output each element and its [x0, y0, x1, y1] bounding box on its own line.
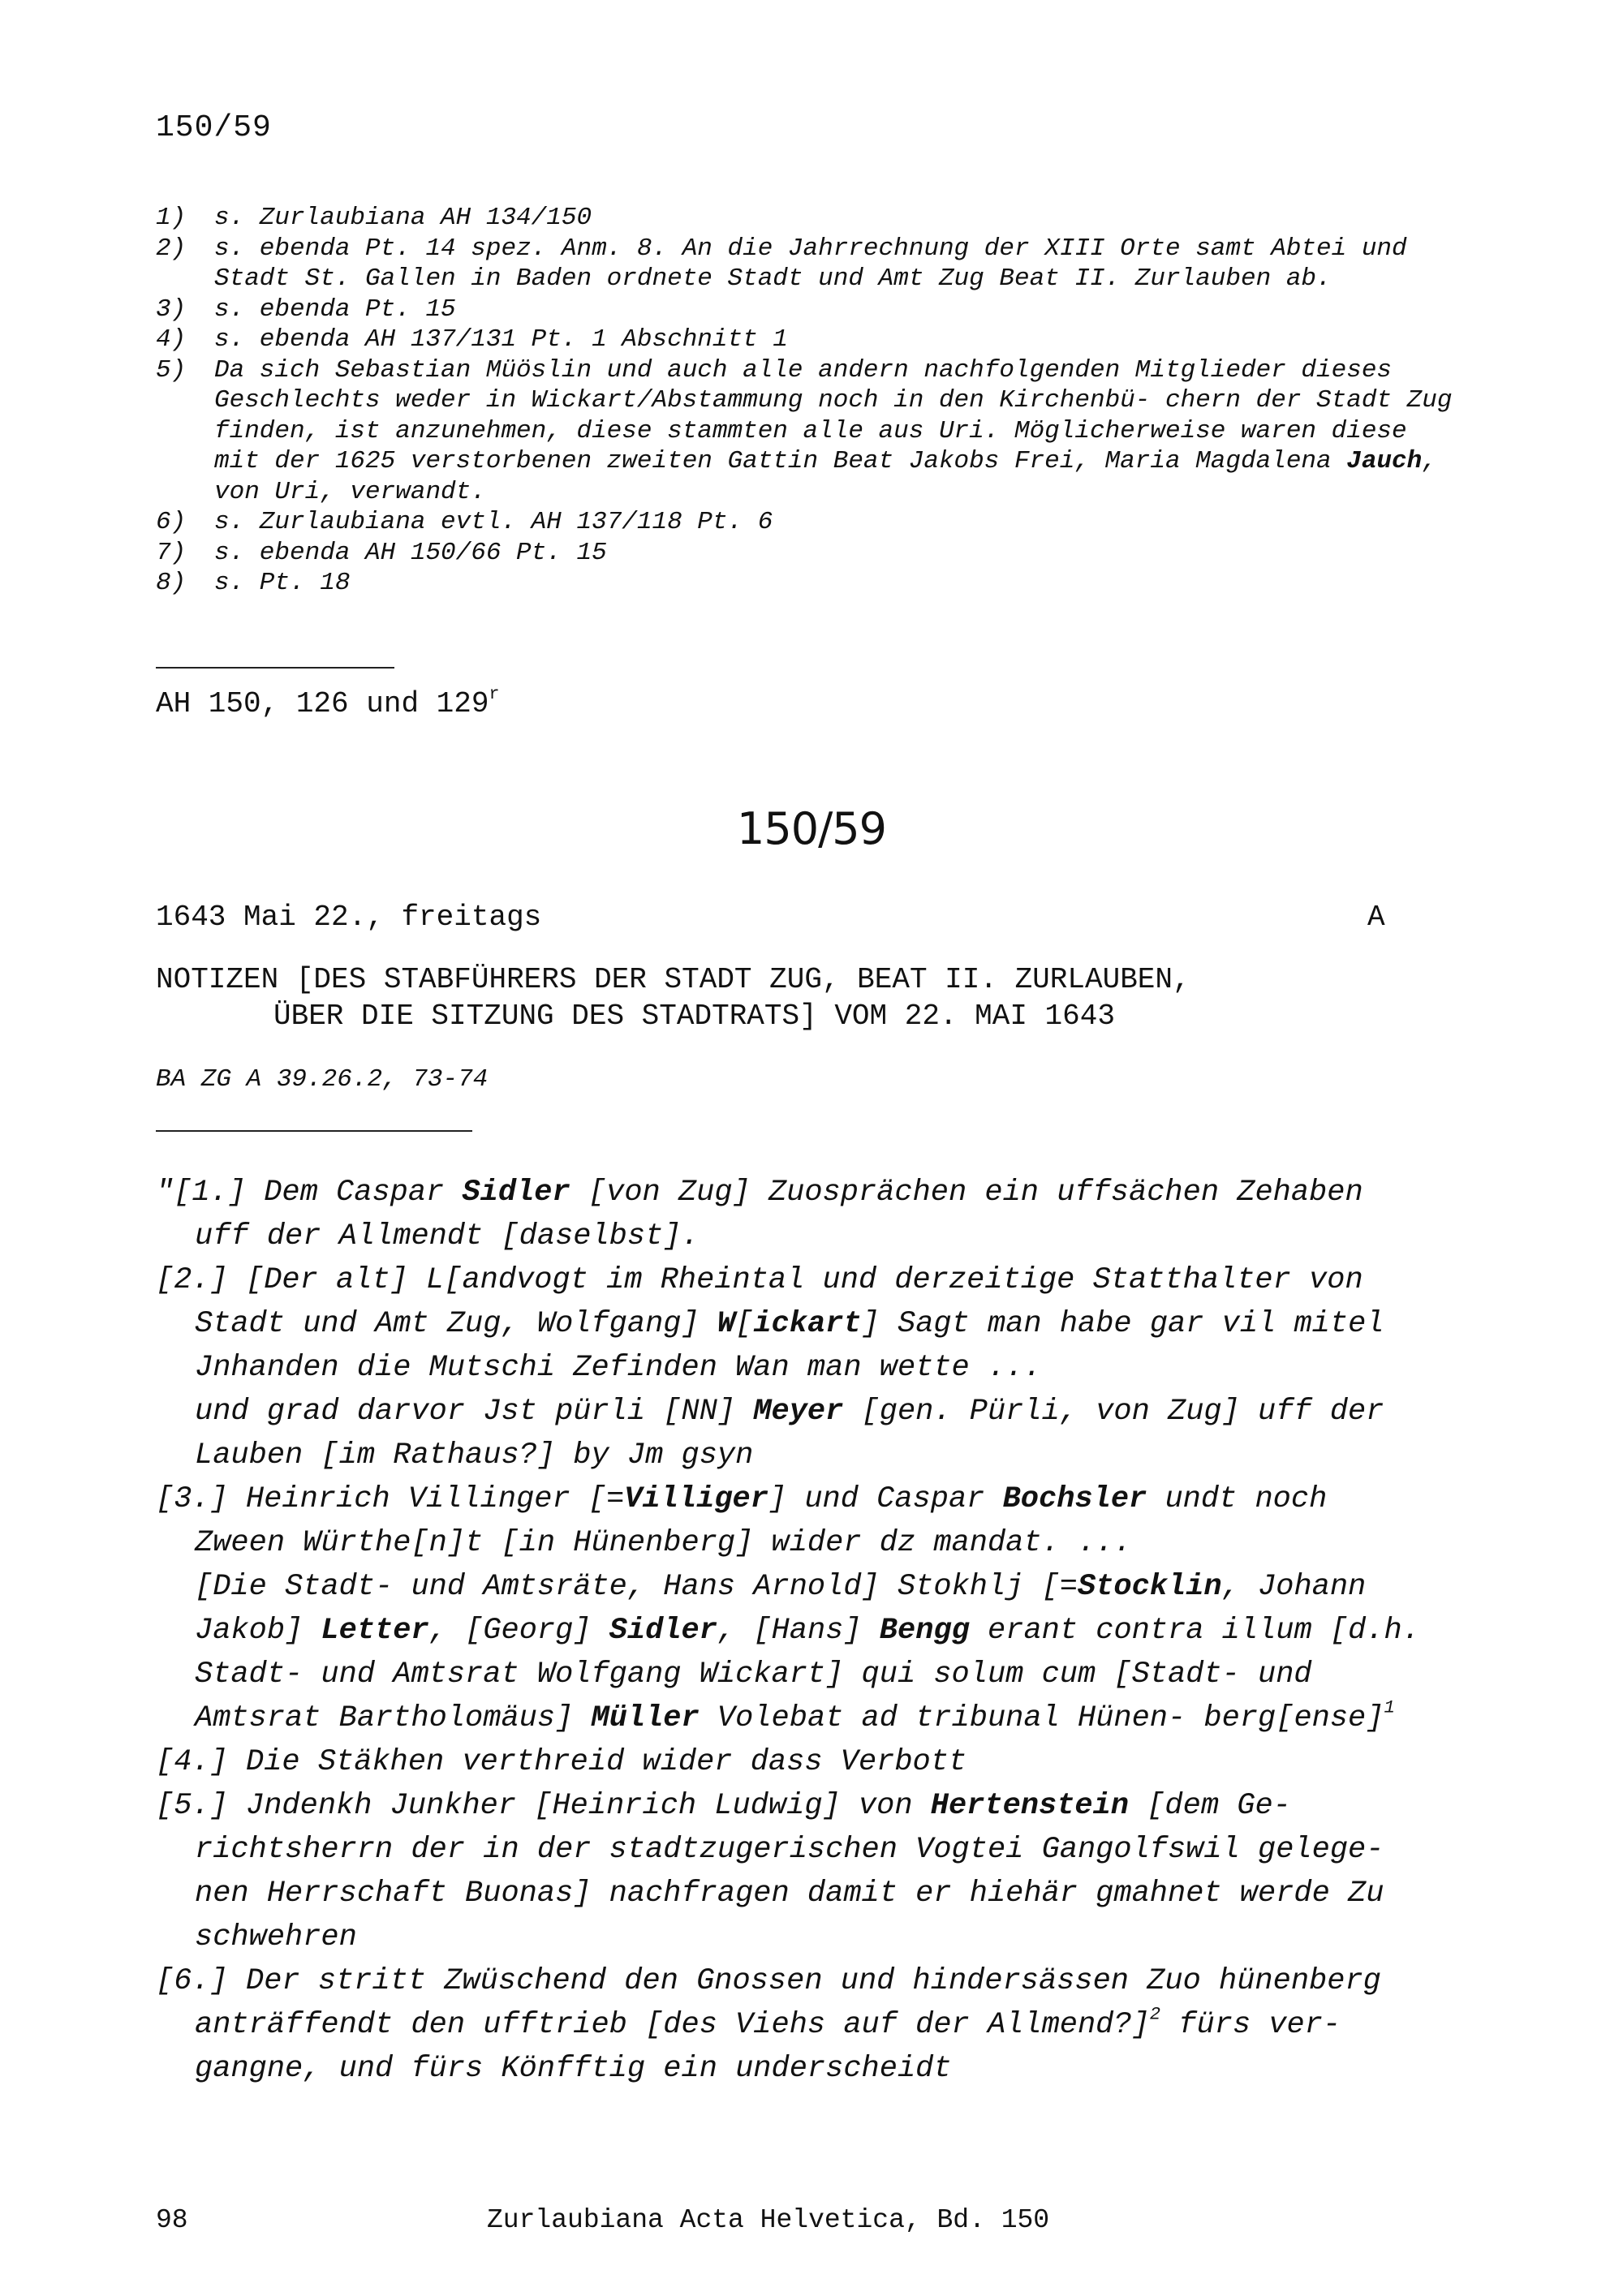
footnote-text: s. Pt. 18 — [214, 569, 351, 597]
footnote — [156, 234, 1454, 295]
footnote — [156, 203, 1454, 234]
transcription-body — [156, 1171, 1422, 2091]
footnote-number: 8) — [156, 569, 187, 597]
document-title — [156, 961, 1503, 1034]
source-reference — [156, 684, 500, 720]
footnote-text: s. Zurlaubiana evtl. AH 137/118 Pt. 6 — [214, 508, 773, 536]
footnote-number: 5) — [156, 355, 187, 385]
footnote — [156, 507, 1454, 538]
person-name: Stocklin — [1077, 1570, 1222, 1604]
person-name: Hertenstein — [930, 1789, 1130, 1823]
footnote — [156, 568, 1454, 599]
person-name: ickart — [753, 1307, 862, 1341]
person-name: Meyer — [753, 1395, 844, 1429]
footnote-text: s. ebenda Pt. 14 spez. Anm. 8. An die Jahrrechnung der XIII Orte samt Abtei und Stadt St. Gallen in Baden ordnete Stadt und Amt Zug Beat II. Zurlauben ab. — [214, 234, 1407, 293]
archive-reference: BA ZG A 39.26.2, 73-74 — [156, 1065, 489, 1094]
footnote-text: s. Zurlaubiana AH 134/150 — [214, 204, 592, 232]
footnotes — [156, 203, 1454, 599]
running-head: 150/59 — [156, 110, 272, 145]
footnote-number: 7) — [156, 538, 187, 567]
footnote-reference: 2 — [1149, 2004, 1161, 2025]
document-date: 1643 Mai 22., freitags — [156, 901, 542, 934]
person-name: W — [717, 1307, 736, 1341]
transcription-paragraph: [Die Stadt- und Amtsräte, Hans Arnold] Stokhlj [=Stocklin, Johann Jakob] Letter, [Georg] Sidler, [Hans] Bengg erant contra illum [d.h. Stadt- und Amtsrat Wolfgang Wickart] qui solum cum [Stadt- und Amtsrat Bartholomäus] Müller Volebat ad tribunal Hünen- berg[ense]$^1$ — [195, 1570, 1420, 1735]
publication-title: Zurlaubiana Acta Helvetica, Bd. 150 — [487, 2205, 1050, 2235]
transcription-paragraph: [2.] [Der alt] L[andvogt im Rheintal und derzeitige Statthalter von Stadt und Amt Zug, Wolfgang] W[ickart] Sagt man habe gar vil mitel Jnhanden die Mutschi Zefinden Wan man wette ... — [156, 1263, 1384, 1385]
person-name: Sidler — [609, 1614, 717, 1648]
header-separator-rule — [156, 1130, 472, 1132]
footnote-number: 6) — [156, 508, 187, 536]
footnote-number: 3) — [156, 295, 187, 324]
footnote-text: s. ebenda AH 150/66 Pt. 15 — [214, 538, 607, 567]
transcription-paragraph: und grad darvor Jst pürli [NN] Meyer [gen. Pürli, von Zug] uff der Lauben [im Rathaus?] by Jm gsyn — [195, 1395, 1384, 1473]
document-title-line: ÜBER DIE SITZUNG DES STADTRATS] VOM 22. MAI 1643 — [273, 1000, 1115, 1033]
person-name: Letter — [321, 1614, 429, 1648]
footnote-text: s. ebenda Pt. 15 — [214, 295, 456, 324]
footnote-text: Da sich Sebastian Müöslin und auch alle andern nachfolgenden Mitglieder dieses Geschlechts weder in Wickart/Abstammung noch in den Kirchenbü- chern der Stadt Zug finden, ist anzunehmen, diese stammten alle aus Uri. Möglicherweise waren diese mit der 1625 verstorbenen zweiten Gattin Beat Jakobs Frei, Maria Magdalena — [214, 355, 1453, 475]
footnote — [156, 355, 1454, 508]
footnote — [156, 538, 1454, 569]
person-name: Müller — [591, 1701, 700, 1735]
source-reference-superscript: r — [489, 684, 500, 704]
footnote-separator-rule — [156, 667, 394, 669]
footnote-number: 1) — [156, 204, 187, 232]
footnote-number: 2) — [156, 234, 187, 263]
transcription-paragraph: [3.] Heinrich Villinger [=Villiger] und Caspar Bochsler undt noch Zween Würthe[n]t [in Hünenberg] wider dz mandat. ... — [156, 1482, 1328, 1560]
footnote-number: 4) — [156, 325, 187, 354]
person-name: Sidler — [462, 1176, 570, 1210]
footnote-bold-name: Jauch — [1346, 447, 1423, 475]
source-reference-text: AH 150, 126 und 129 — [156, 687, 489, 720]
footnote — [156, 325, 1454, 355]
transcription-paragraph: [6.] Der stritt Zwüschend den Gnossen und hindersässen Zuo hünenberg anträffendt den ufftrieb [des Viehs auf der Allmend?]$^2$ fürs ver- gangne, und fürs Könfftig ein underscheidt — [156, 1964, 1381, 2086]
person-name: Villiger — [624, 1482, 768, 1516]
footnote-text: , von Uri, verwandt. — [214, 447, 1437, 506]
footnote — [156, 295, 1454, 325]
footnote-reference: 1 — [1384, 1697, 1395, 1718]
transcription-paragraph: "[1.] Dem Caspar Sidler [von Zug] Zuosprächen ein uffsächen Zehaben uff der Allmendt [daselbst]. — [156, 1176, 1363, 1253]
transcription-paragraph: [5.] Jndenkh Junkher [Heinrich Ludwig] von Hertenstein [dem Ge- richtsherrn der in der stadtzugerischen Vogtei Gangolfswil gelege- nen Herrschaft Buonas] nachfragen damit er hiehär gmahnet werde Zu schwehren — [156, 1789, 1384, 1954]
page-number: 98 — [156, 2205, 188, 2235]
document-type: A — [1367, 901, 1385, 934]
footnote-text: s. ebenda AH 137/131 Pt. 1 Abschnitt 1 — [214, 325, 788, 354]
person-name: Bochsler — [1002, 1482, 1147, 1516]
document-number-heading: 150/59 — [737, 803, 886, 854]
document-title-line: NOTIZEN [DES STABFÜHRERS DER STADT ZUG, BEAT II. ZURLAUBEN, — [156, 963, 1190, 996]
transcription-paragraph: [4.] Die Stäkhen verthreid wider dass Verbott — [156, 1745, 967, 1779]
person-name: Bengg — [879, 1614, 970, 1648]
